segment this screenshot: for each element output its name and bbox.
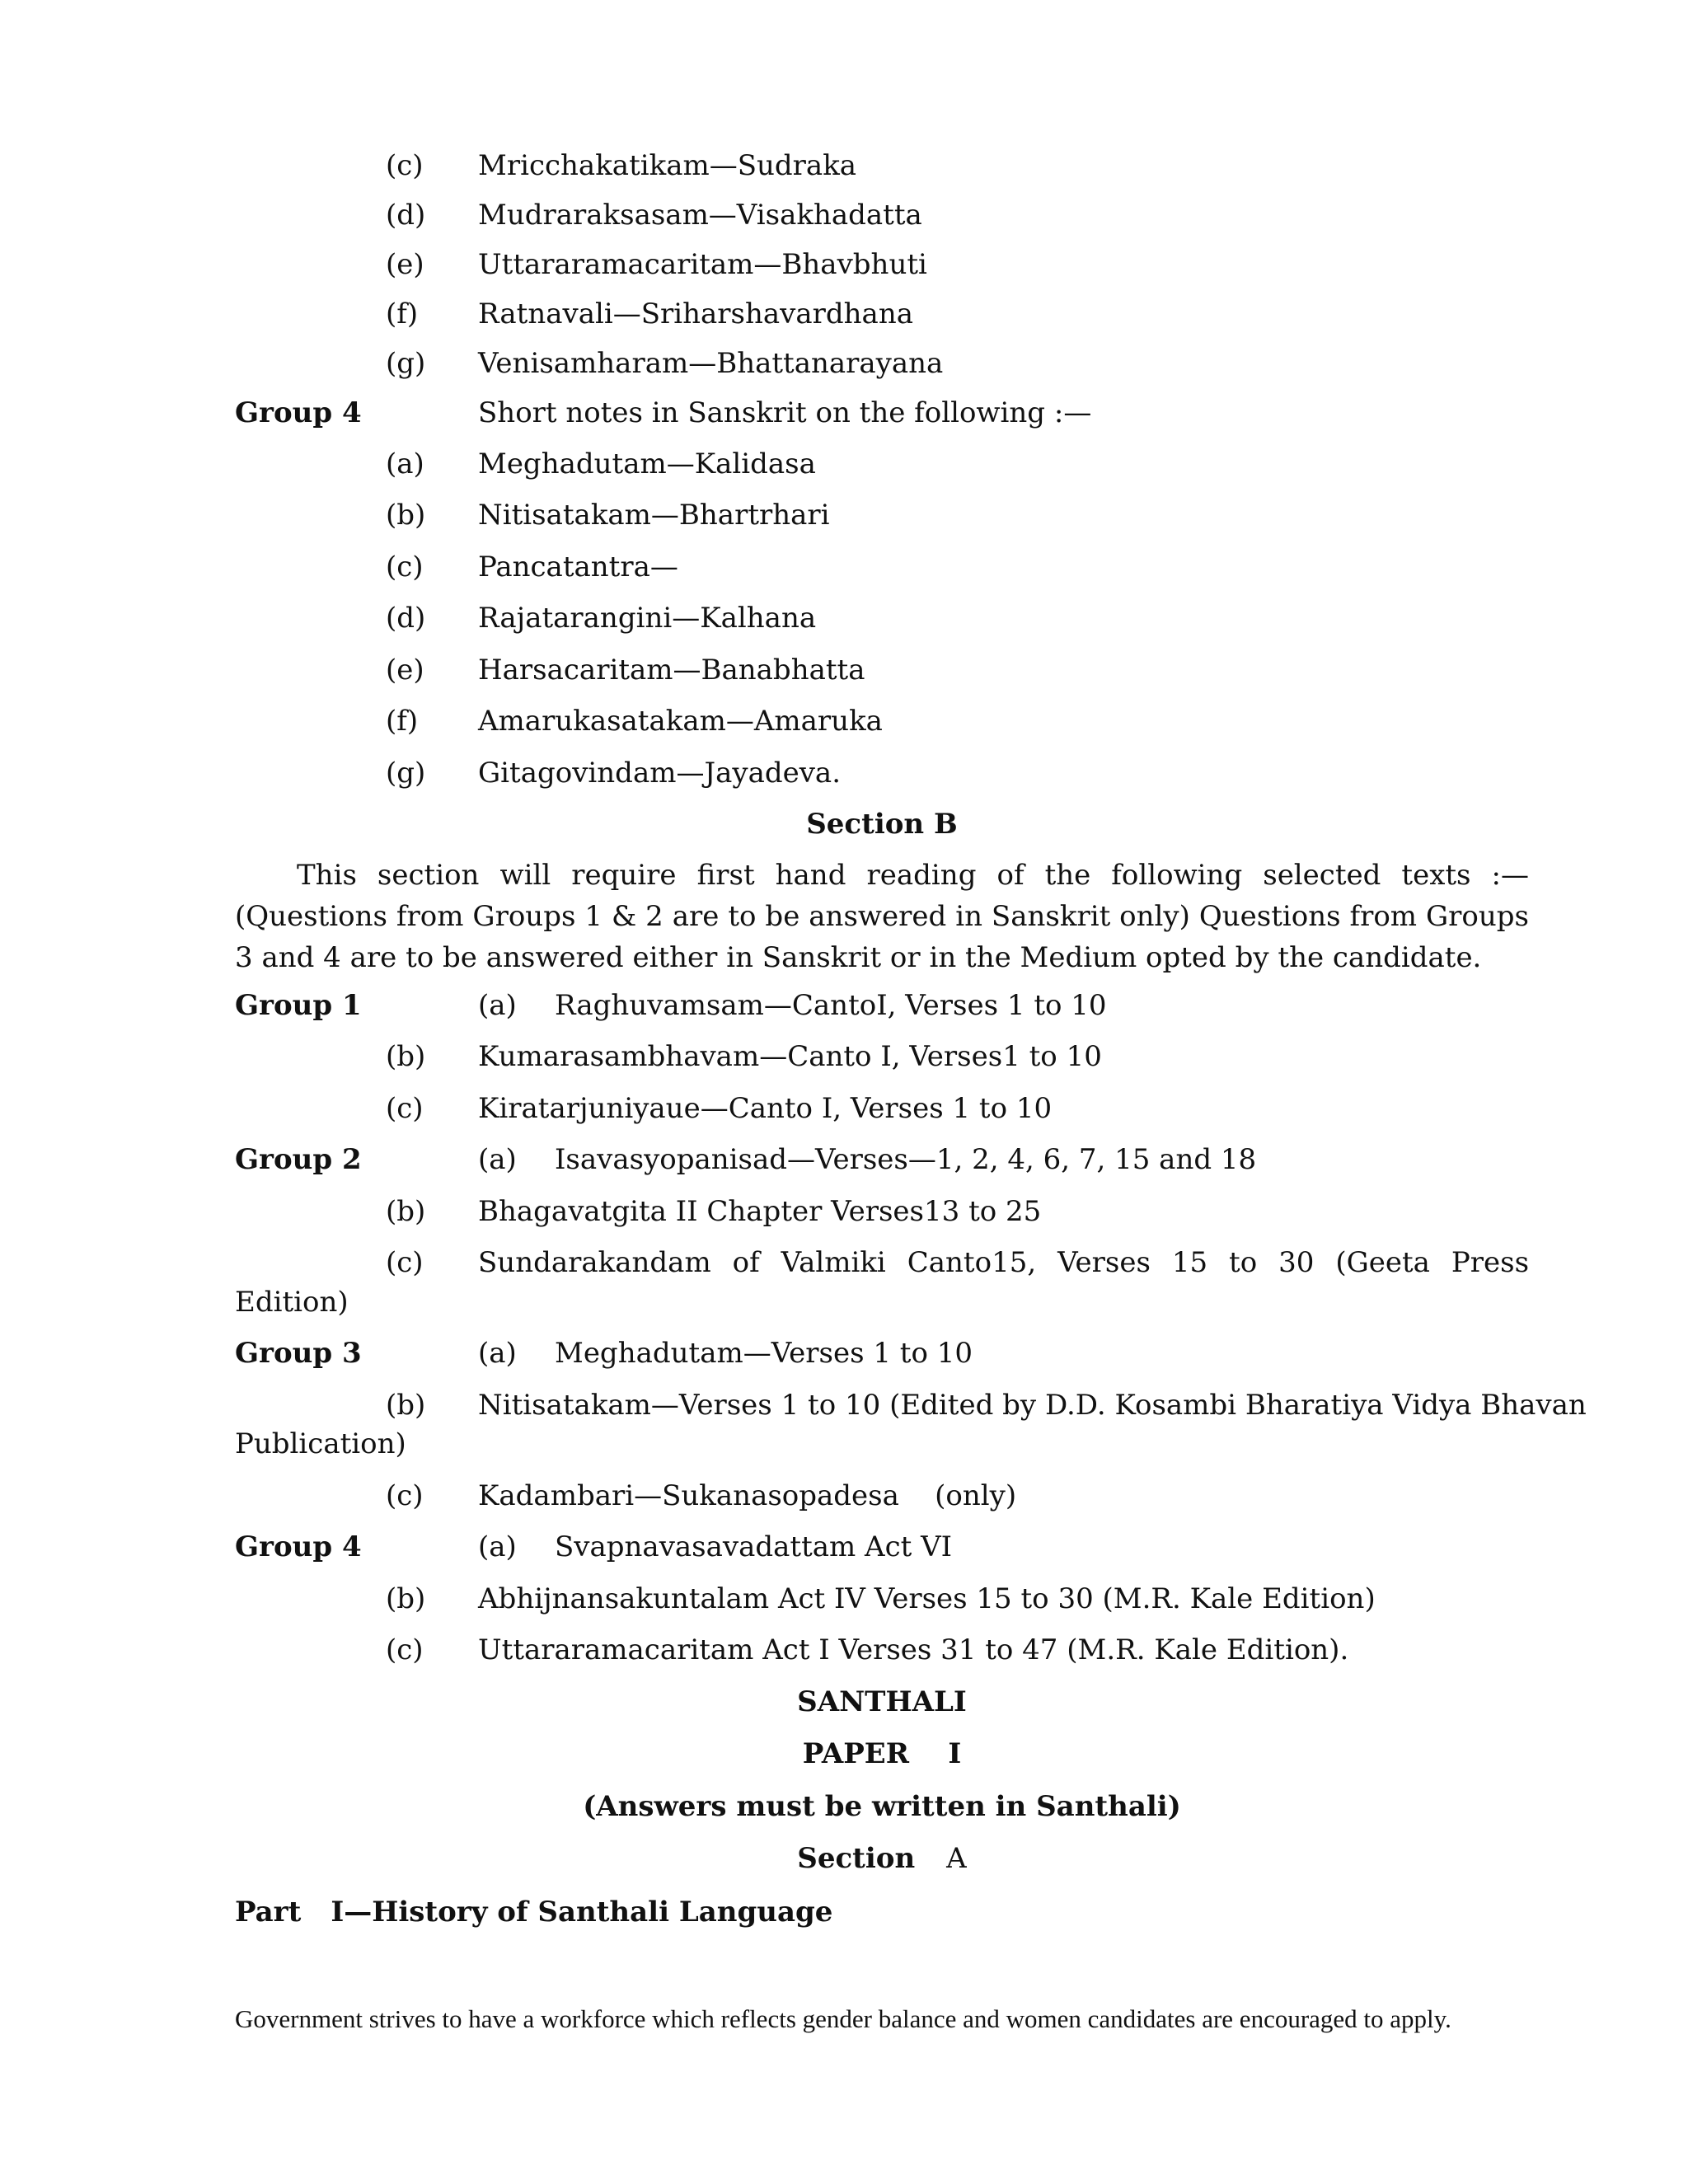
list-item: Kadambari—Sukanasopadesa (only): [478, 1479, 1017, 1512]
word: 15: [1171, 1246, 1208, 1279]
list-item: Abhijnansakuntalam Act IV Verses 15 to 30 (M.R. Kale Edition): [478, 1582, 1376, 1615]
list-item: Amarukasatakam—Amaruka: [478, 705, 883, 738]
group-label: Group 3: [235, 1337, 362, 1370]
group-label: Group 2: [235, 1143, 362, 1176]
list-item: Venisamharam—Bhattanarayana: [478, 347, 944, 380]
list-marker: (c): [386, 1246, 424, 1279]
paper-title: PAPER I: [802, 1737, 962, 1770]
section-heading: [235, 1842, 1529, 1875]
list-marker: (a): [386, 448, 424, 480]
section-intro: This section will require first hand reading of the following selected texts :— (Questions from Groups 1 & 2 are to be answered in Sanskrit only) Questions from Groups 3 and 4 are to be answered either in Sanskrit or in the Medium opted by the candidate.: [235, 859, 1529, 974]
list-marker: (f): [386, 705, 419, 738]
word: to: [1229, 1246, 1258, 1279]
word: Bharatiya: [1245, 1389, 1384, 1422]
list-item: Isavasyopanisad—Verses—1, 2, 4, 6, 7, 15 and 18: [555, 1143, 1257, 1176]
list-item: Uttararamacaritam Act I Verses 31 to 47 (M.R. Kale Edition).: [478, 1633, 1349, 1666]
section-heading: Section B: [806, 808, 958, 841]
list-item: Mricchakatikam—Sudraka: [478, 149, 857, 182]
list-marker: (g): [386, 757, 426, 790]
group-heading-text: Short notes in Sanskrit on the following :—: [478, 396, 1092, 429]
list-marker: (b): [386, 1195, 426, 1228]
list-marker: (d): [386, 602, 426, 635]
word: D.D.: [1044, 1389, 1106, 1422]
list-marker: (a): [478, 1337, 517, 1370]
word: of: [732, 1246, 760, 1279]
section-letter: A: [946, 1842, 967, 1875]
word: 30: [1278, 1246, 1315, 1279]
word: (Geeta: [1335, 1246, 1430, 1279]
word: Canto15,: [907, 1246, 1037, 1279]
word: to: [808, 1389, 837, 1422]
list-marker: (c): [386, 149, 424, 182]
word: Kosambi: [1114, 1389, 1237, 1422]
list-item: Bhagavatgita II Chapter Verses13 to 25: [478, 1195, 1042, 1228]
part-heading: [235, 1896, 832, 1929]
word: Nitisatakam—Verses: [478, 1389, 772, 1422]
list-item: Ratnavali—Sriharshavardhana: [478, 298, 913, 330]
word: 1: [781, 1389, 799, 1422]
paper-instruction: (Answers must be written in Santhali): [583, 1790, 1181, 1823]
list-item: Uttararamacaritam—Bhavbhuti: [478, 248, 927, 281]
list-item-continuation: Edition): [235, 1286, 349, 1319]
list-item: Kiratarjuniyaue—Canto I, Verses 1 to 10: [478, 1092, 1053, 1125]
group-label: Group 1: [235, 989, 362, 1022]
list-marker: (e): [386, 248, 424, 281]
page-footer: Government strives to have a workforce which reflects gender balance and women candidates are encouraged to apply.: [235, 2004, 1451, 2033]
list-item: Meghadutam—Kalidasa: [478, 448, 816, 480]
group-label: Group 4: [235, 1530, 362, 1563]
list-marker: (e): [386, 654, 424, 687]
list-item: Svapnavasavadattam Act VI: [555, 1530, 953, 1563]
list-marker: (d): [386, 199, 426, 232]
word: Sundarakandam: [478, 1246, 711, 1279]
list-marker: (c): [386, 551, 424, 583]
word: Press: [1451, 1246, 1530, 1279]
list-marker: (b): [386, 1040, 426, 1073]
list-marker: (a): [478, 989, 517, 1022]
list-marker: (c): [386, 1092, 424, 1125]
list-item: Nitisatakam—Bhartrhari: [478, 499, 830, 532]
group-label: Group 4: [235, 396, 362, 429]
list-marker: (f): [386, 298, 419, 330]
list-marker: (g): [386, 347, 426, 380]
list-item: Kumarasambhavam—Canto I, Verses1 to 10: [478, 1040, 1102, 1073]
word: by: [1002, 1389, 1037, 1422]
word: Bhavan: [1480, 1389, 1587, 1422]
list-marker: (c): [386, 1479, 424, 1512]
list-marker: (a): [478, 1530, 517, 1563]
list-marker: (b): [386, 499, 426, 532]
list-marker: (a): [478, 1143, 517, 1176]
list-marker: (b): [386, 1582, 426, 1615]
list-item: Gitagovindam—Jayadeva.: [478, 757, 842, 790]
subject-title: SANTHALI: [797, 1685, 967, 1718]
word: Valmiki: [781, 1246, 886, 1279]
list-marker: (b): [386, 1389, 426, 1422]
word: Verses: [1057, 1246, 1151, 1279]
part-title: I—History of Santhali Language: [331, 1896, 833, 1929]
list-item: Mudraraksasam—Visakhadatta: [478, 199, 922, 232]
section-label: Section: [797, 1842, 916, 1875]
word: (Edited: [889, 1389, 994, 1422]
justified-list-item: [478, 1389, 1587, 1422]
word: 10: [844, 1389, 881, 1422]
list-item: Meghadutam—Verses 1 to 10: [555, 1337, 973, 1370]
list-item: Raghuvamsam—CantoI, Verses 1 to 10: [555, 989, 1107, 1022]
list-item: Harsacaritam—Banabhatta: [478, 654, 865, 687]
list-item: Pancatantra—: [478, 551, 678, 583]
word: Vidya: [1392, 1389, 1472, 1422]
list-item-continuation: Publication): [235, 1427, 406, 1460]
list-item: Rajatarangini—Kalhana: [478, 602, 817, 635]
justified-list-item: [478, 1246, 1529, 1279]
list-marker: (c): [386, 1633, 424, 1666]
part-label: Part: [235, 1896, 302, 1929]
